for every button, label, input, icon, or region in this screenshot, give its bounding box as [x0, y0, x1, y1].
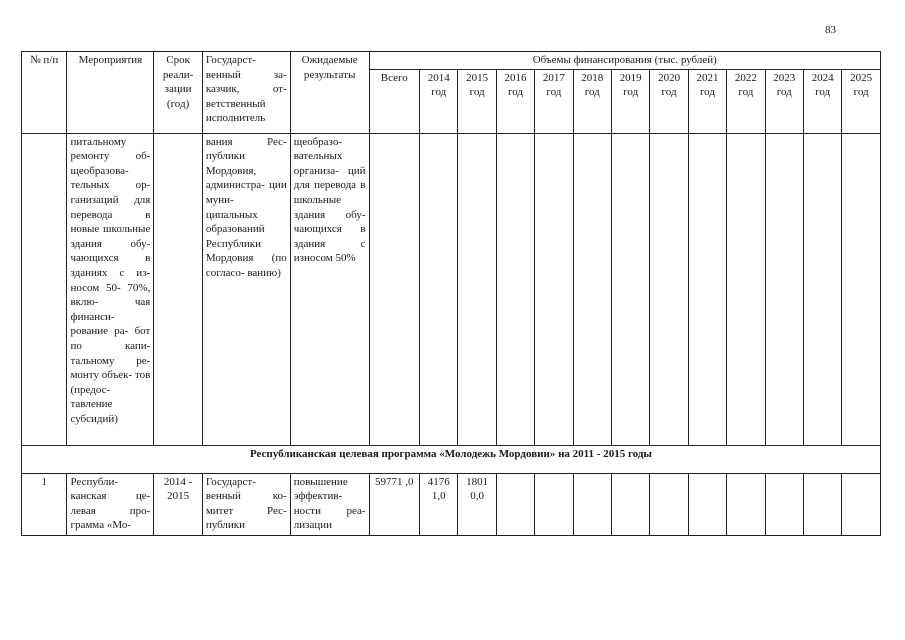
cell-year [420, 133, 458, 445]
cell-results: щеобразо- вательных организа- ций для перевода в школьные здания обу- чающихся в здания с износом 50% [290, 133, 369, 445]
cell-year [496, 133, 534, 445]
header-year: 2025 год [842, 69, 881, 133]
cell-total [369, 133, 420, 445]
cell-year [611, 133, 649, 445]
cell-year [650, 473, 688, 535]
row-no: 1 [22, 473, 67, 535]
header-customer: Государст- венный за- казчик, от- ветственный исполнитель [202, 52, 290, 134]
table-row [22, 473, 881, 535]
cell-year [611, 473, 649, 535]
cell-customer: вания Рес- публики Мордовия, администра- ции муни- ципальных образований Республики Мордовия (по согласо- ванию) [202, 133, 290, 445]
cell-year [803, 473, 841, 535]
header-financing: Объемы финансирования (тыс. рублей) [369, 52, 880, 70]
section-title: Республиканская целевая программа «Молодежь Мордовии» на 2011 - 2015 годы [22, 445, 881, 473]
row-customer: Государст- венный ко- митет Рес- публики [202, 473, 290, 535]
cell-year [803, 133, 841, 445]
cell-term [154, 133, 202, 445]
cell-year [727, 473, 765, 535]
cell-year [458, 133, 496, 445]
header-term: Срок реали- зации (год) [154, 52, 202, 134]
cell-year [650, 133, 688, 445]
header-year: 2024 год [803, 69, 841, 133]
cell-year [535, 473, 573, 535]
header-total: Всего [369, 69, 420, 133]
cell-year [842, 473, 881, 535]
header-year: 2016 год [496, 69, 534, 133]
row-term: 2014 - 2015 [154, 473, 202, 535]
cell-year [688, 473, 726, 535]
row-event: Республи- канская це- левая про- грамма «Мо- [67, 473, 154, 535]
header-year: 2022 год [727, 69, 765, 133]
cell-year [573, 473, 611, 535]
continued-row [22, 133, 881, 445]
header-results: Ожидаемые результаты [290, 52, 369, 134]
header-year: 2019 год [611, 69, 649, 133]
row-year-2015: 1801 0,0 [458, 473, 496, 535]
cell-no [22, 133, 67, 445]
financing-table [21, 51, 881, 536]
cell-year [842, 133, 881, 445]
cell-year [727, 133, 765, 445]
cell-year [765, 473, 803, 535]
cell-year [573, 133, 611, 445]
header-year: 2017 год [535, 69, 573, 133]
cell-year [688, 133, 726, 445]
section-row [22, 445, 881, 473]
cell-year [496, 473, 534, 535]
header-row-1 [22, 52, 881, 70]
cell-event: питальному ремонту об- щеобразова- тельных ор- ганизаций для перевода в новые школьные здания обу- чающихся в зданиях с из- носом 50- 70%, вклю- чая финанси- рование ра- бот по капи- тальному ре- монту объек- тов (предос- тавление субсидий) [67, 133, 154, 445]
header-year: 2015 год [458, 69, 496, 133]
header-event: Мероприятия [67, 52, 154, 134]
header-year: 2018 год [573, 69, 611, 133]
row-year-2014: 4176 1,0 [420, 473, 458, 535]
header-no: № п/п [22, 52, 67, 134]
cell-year [535, 133, 573, 445]
header-year: 2021 год [688, 69, 726, 133]
header-year: 2014 год [420, 69, 458, 133]
cell-year [765, 133, 803, 445]
row-total: 59771 ,0 [369, 473, 420, 535]
row-results: повышение эффектив- ности реа- лизации [290, 473, 369, 535]
page-number: 83 [825, 24, 836, 36]
header-year: 2020 год [650, 69, 688, 133]
header-year: 2023 год [765, 69, 803, 133]
